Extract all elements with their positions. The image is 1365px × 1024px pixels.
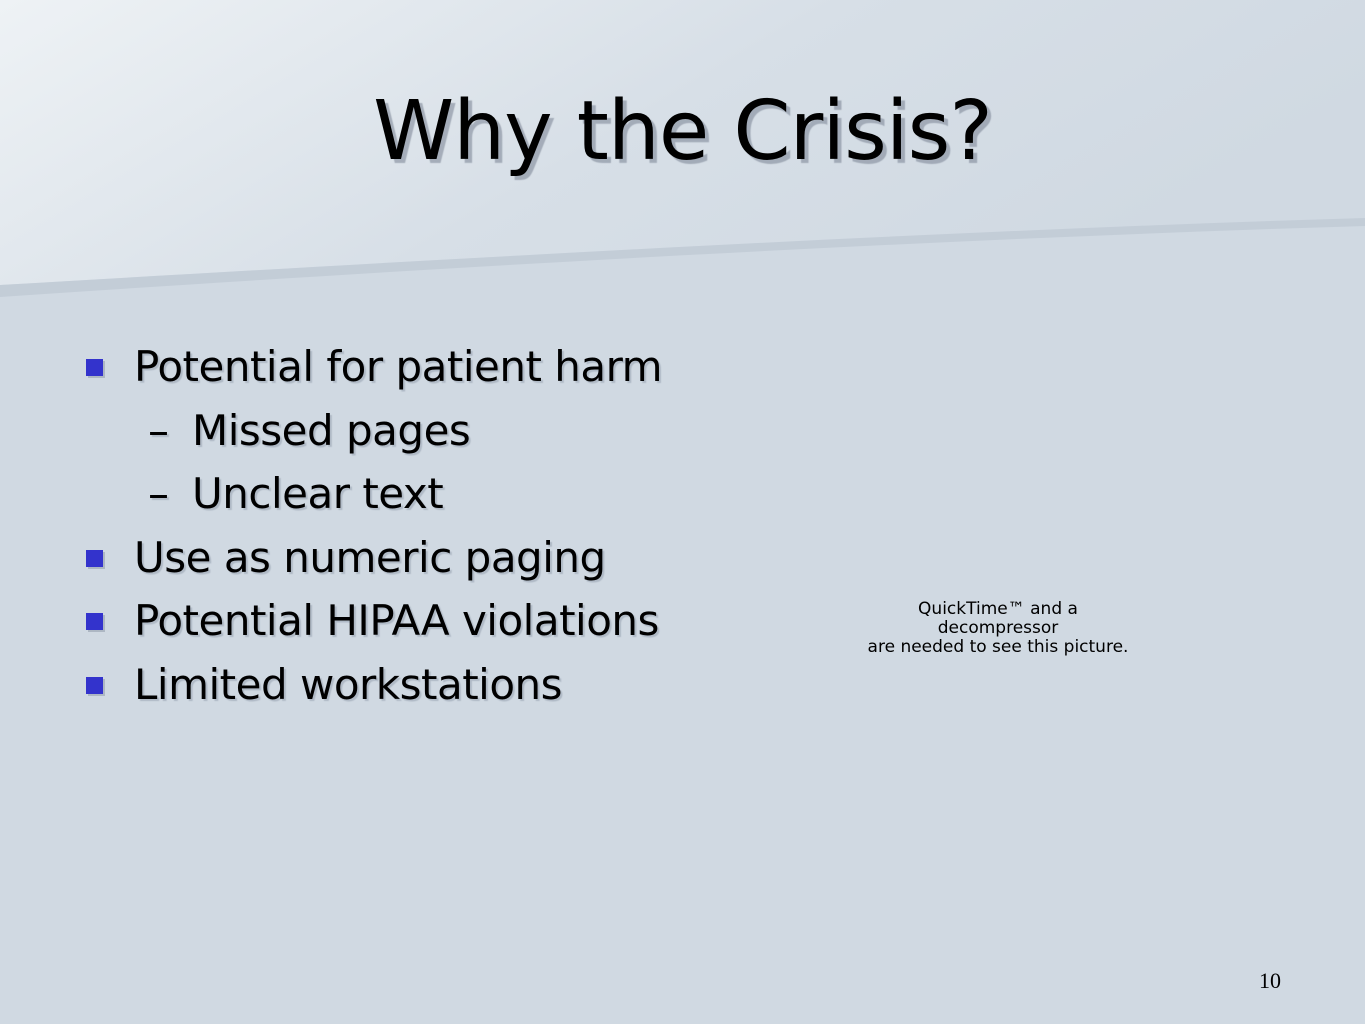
- dash-bullet-marker: –: [148, 405, 169, 455]
- sub-bullet-text: Missed pages: [192, 405, 471, 455]
- square-bullet-icon: [86, 613, 103, 630]
- quicktime-image-placeholder: [860, 600, 1136, 657]
- page-number: 10: [1259, 968, 1281, 993]
- slide-title: Why the Crisis?: [373, 84, 992, 179]
- placeholder-line: QuickTime™ and a: [918, 599, 1078, 619]
- square-bullet-icon: [86, 550, 103, 567]
- sub-bullet-item: [84, 462, 784, 526]
- bullet-item: [84, 653, 784, 717]
- placeholder-line: decompressor: [937, 618, 1059, 638]
- placeholder-line: are needed to see this picture.: [867, 637, 1129, 657]
- bullet-text: Potential HIPAA violations: [134, 596, 659, 645]
- bullet-item: [84, 335, 784, 399]
- bullet-text: Use as numeric paging: [134, 532, 606, 582]
- sub-bullet-item: [84, 399, 784, 463]
- bullet-text: Limited workstations: [134, 659, 563, 709]
- bullet-item: [84, 589, 784, 653]
- square-bullet-icon: [86, 677, 103, 694]
- square-bullet-icon: [86, 359, 103, 376]
- sub-bullet-text: Unclear text: [192, 469, 444, 518]
- bullet-item: [84, 526, 784, 590]
- bullet-list: [84, 335, 784, 716]
- dash-bullet-marker: –: [148, 469, 169, 518]
- bullet-text: Potential for patient harm: [134, 342, 663, 391]
